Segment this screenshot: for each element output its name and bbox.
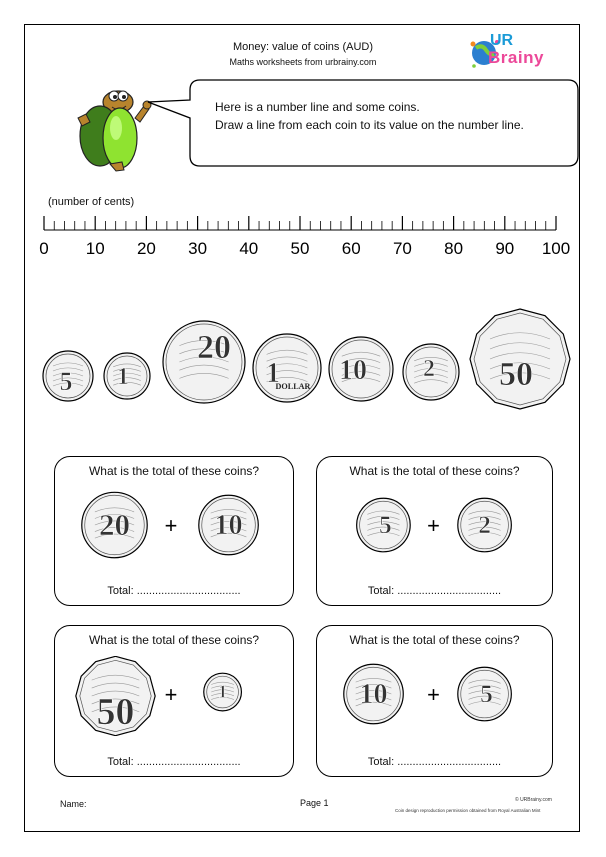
tick-label: 30 xyxy=(188,239,208,258)
2-dollar-coin xyxy=(403,344,459,400)
question-coins xyxy=(317,656,552,736)
coin-value-label: 5 xyxy=(59,367,73,396)
urbrainy-logo xyxy=(470,30,570,74)
instruction-line-2: Draw a line from each coin to its value on the number line. xyxy=(215,118,524,132)
coin-value-label: 20 xyxy=(197,329,231,366)
instruction-line-1: Here is a number line and some coins. xyxy=(215,100,420,114)
20-coin xyxy=(82,492,147,557)
tick-label: 70 xyxy=(392,239,412,258)
1-dollar-small-coin xyxy=(104,353,150,399)
number-line xyxy=(0,208,606,268)
tick-label: 0 xyxy=(39,239,49,258)
tick-label: 50 xyxy=(290,239,310,258)
coin-value-label: 2 xyxy=(478,510,491,540)
tick-label: 90 xyxy=(495,239,515,258)
question-title: What is the total of these coins? xyxy=(88,464,260,478)
tick-label: 100 xyxy=(541,239,571,258)
question-box-3 xyxy=(54,625,294,777)
1-dollar-coin xyxy=(253,334,321,402)
logo-ur-text: UR xyxy=(490,32,514,49)
coin-value-label: 5 xyxy=(379,510,392,540)
page-number: Page 1 xyxy=(300,798,329,808)
tick-label: 20 xyxy=(136,239,156,258)
copyright: © URBrainy.com xyxy=(515,797,552,803)
name-field-label: Name: xyxy=(60,799,87,809)
5-cent-coin xyxy=(43,351,93,401)
total-answer-line[interactable]: Total: .................................. xyxy=(107,585,241,597)
tick-label: 80 xyxy=(444,239,464,258)
tick-label: 10 xyxy=(85,239,105,258)
question-box-4 xyxy=(316,625,553,777)
coin-value-label: 10 xyxy=(214,509,243,541)
question-title: What is the total of these coins? xyxy=(349,464,520,478)
coin-value-label: 2 xyxy=(423,356,435,382)
20-cent-coin xyxy=(163,321,245,403)
tick-label: 60 xyxy=(341,239,361,258)
5-coin xyxy=(458,667,512,721)
question-title: What is the total of these coins? xyxy=(88,633,260,647)
coin-credit: Coin design reproduction permission obtained from Royal Australian Mint xyxy=(395,808,541,813)
total-answer-line[interactable]: Total: .................................. xyxy=(107,756,241,768)
tick-label: 40 xyxy=(239,239,259,258)
coin-value-label: 10 xyxy=(359,678,388,710)
plus-sign: + xyxy=(164,681,178,707)
2-coin xyxy=(458,498,512,552)
question-coins xyxy=(55,656,293,736)
10-coin xyxy=(199,495,259,555)
coin-value-label: 5 xyxy=(480,679,493,709)
total-answer-line[interactable]: Total: .................................. xyxy=(367,756,502,768)
logo-brainy-text: Brainy xyxy=(488,48,544,67)
question-box-1 xyxy=(54,456,294,606)
plus-sign: + xyxy=(164,512,178,538)
plus-sign: + xyxy=(427,681,440,707)
coin-value-label: 1 xyxy=(117,364,129,390)
coin-value-label: 50 xyxy=(499,356,533,393)
coin-value-label: 1 xyxy=(266,358,280,389)
question-title: What is the total of these coins? xyxy=(349,633,520,647)
page-title: Money: value of coins (AUD) xyxy=(233,41,373,53)
total-answer-line[interactable]: Total: .................................. xyxy=(367,585,502,597)
coin-value-label: 10 xyxy=(339,354,367,386)
10-coin xyxy=(344,664,403,723)
page-subtitle: Maths worksheets from urbrainy.com xyxy=(229,57,377,67)
coin-value-label: 50 xyxy=(96,690,135,733)
5-coin xyxy=(357,498,411,552)
50-coin xyxy=(76,656,155,735)
coin-sub-label: DOLLAR xyxy=(275,382,311,392)
50-cent-coin xyxy=(470,309,570,409)
1-coin xyxy=(204,673,242,711)
coin-value-label: 20 xyxy=(98,506,131,542)
coins-row xyxy=(0,300,606,410)
plus-sign: + xyxy=(427,512,440,538)
number-line-label: (number of cents) xyxy=(48,196,135,208)
coin-value-label: 1 xyxy=(218,681,228,702)
question-box-2 xyxy=(316,456,553,606)
question-coins xyxy=(317,487,552,567)
question-coins xyxy=(55,487,293,567)
instructions xyxy=(215,98,524,134)
10-cent-coin xyxy=(329,337,393,401)
